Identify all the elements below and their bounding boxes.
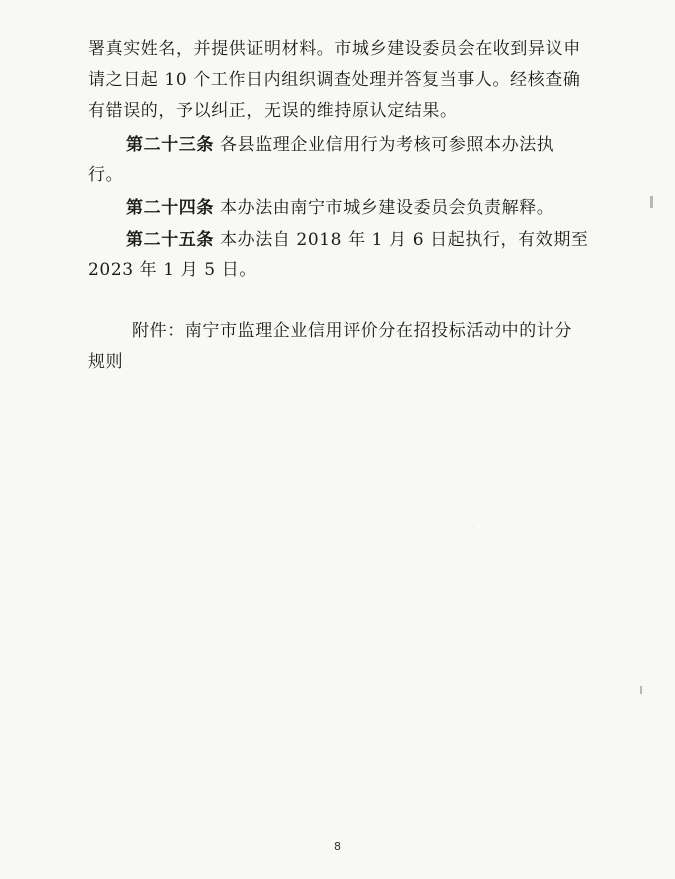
article-24-text: 本办法由南宁市城乡建设委员会负责解释。: [214, 198, 555, 218]
article-25-label: 第二十五条: [126, 230, 214, 250]
article-23-label: 第二十三条: [126, 135, 214, 155]
attachment-line-2: 规则: [88, 352, 124, 372]
article-24-label: 第二十四条: [126, 198, 214, 218]
article-23-line-2: 行。: [88, 165, 124, 185]
article-25-text: 本办法自 2018 年 1 月 6 日起执行，有效期至: [214, 230, 589, 250]
scan-artifact-mark: [650, 196, 653, 208]
article-25-line-2: 2023 年 1 月 5 日。: [88, 260, 257, 280]
attachment-line-1: 附件：南宁市监理企业信用评价分在招投标活动中的计分: [132, 321, 572, 341]
article-24-line: [126, 197, 646, 219]
article-23-line-1: [126, 134, 646, 156]
scan-artifact-mark: [640, 686, 642, 694]
article-25-line-1: [126, 229, 646, 251]
paragraph-line-2: 请之日起 10 个工作日内组织调查处理并答复当事人。经核查确: [88, 70, 581, 90]
article-23-text: 各县监理企业信用行为考核可参照本办法执: [214, 135, 555, 155]
paragraph-line-3: 有错误的，予以纠正，无误的维持原认定结果。: [88, 101, 458, 121]
paragraph-line-1: 署真实姓名，并提供证明材料。市城乡建设委员会在收到异议申: [88, 39, 581, 59]
page-number: 8: [334, 840, 341, 853]
